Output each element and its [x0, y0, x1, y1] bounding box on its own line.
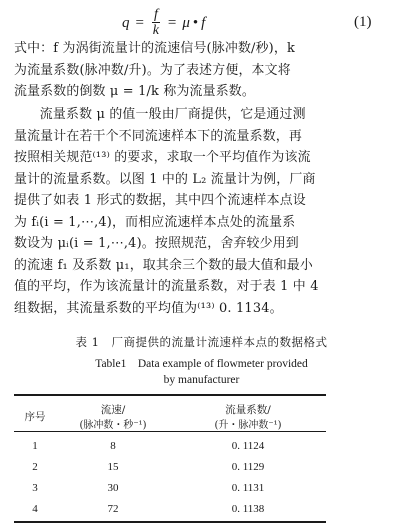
eq-fraction: [152, 8, 160, 38]
table-bottom-rule: [14, 521, 326, 523]
text-line: 按照相关规范⁽¹³⁾ 的要求，求取一个平均值作为该流: [14, 150, 311, 165]
table-cell-index: 3: [32, 482, 38, 494]
eq-equals-1: =: [135, 14, 144, 31]
table-caption-en-line1: Table1 Data example of flowmeter provided: [95, 358, 308, 370]
table-header-coefficient-unit: (升・脉冲数⁻¹): [214, 420, 282, 431]
text-line: 量计的流量系数。以图 1 中的 L₂ 流量计为例，厂商: [14, 171, 316, 187]
text-line: 数设为 μᵢ(i = 1,⋯,4)。按照规范，舍弃较少用到: [14, 236, 299, 251]
paragraph-definition: [14, 38, 392, 103]
table-cell-index: 1: [32, 440, 38, 452]
table-cell-flow-rate: 15: [107, 461, 119, 473]
text-line: 为流量系数(脉冲数/升)。为了表述方便，本文将: [14, 62, 291, 78]
text-line: 的流速 f₁ 及系数 μ₁，取其余三个数的最大值和最小: [14, 257, 313, 273]
table-header-index: 序号: [24, 411, 46, 423]
eq-fraction-numerator: f: [153, 7, 158, 22]
text-line: 式中：f 为涡街流量计的流速信号(脉冲数/秒)，k: [14, 41, 296, 56]
table-header-flow-rate-unit: (脉冲数・秒⁻¹): [79, 420, 147, 431]
equation-number: (1): [354, 14, 372, 30]
table-cell-coefficient: 0. 1138: [231, 503, 265, 515]
table-caption-cn: 表 1 厂商提供的流量计流速样本点的数据格式: [75, 335, 328, 349]
text-line: 为 fᵢ(i = 1,⋯,4)，而相应流速样本点处的流量系: [14, 214, 296, 230]
eq-fraction-denominator: k: [152, 23, 160, 38]
text-line: 值的平均，作为该流量计的流量系数，对于表 1 中 4: [14, 279, 319, 294]
table-cell-flow-rate: 8: [110, 440, 116, 452]
eq-equals-2: =: [167, 14, 177, 31]
equation-body: [122, 8, 205, 38]
paragraph-flow-coefficient: [14, 104, 392, 319]
text-line: 量流量计在若干个不同流速样本下的流量系数，再: [14, 128, 302, 144]
eq-lhs-q: q: [122, 14, 130, 31]
table-top-rule: [14, 394, 326, 396]
text-line: 流量系数的倒数 μ = 1/k 称为流量系数。: [14, 84, 255, 99]
table-cell-index: 2: [32, 461, 38, 473]
table-header-flow-rate: 流速/: [100, 404, 126, 416]
text-line: 提供了如表 1 形式的数据，其中四个流速样本点设: [14, 193, 306, 208]
table-cell-coefficient: 0. 1124: [231, 440, 265, 452]
table-header-coefficient: 流量系数/: [225, 404, 271, 416]
eq-dot: •: [192, 14, 199, 31]
text-line: 流量系数 μ 的值一般由厂商提供，它是通过测: [39, 107, 306, 122]
table-caption-en-line2: by manufacturer: [163, 374, 240, 386]
table-cell-coefficient: 0. 1129: [231, 461, 265, 473]
table-cell-index: 4: [32, 503, 38, 515]
eq-f: f: [201, 14, 206, 31]
table-cell-flow-rate: 30: [107, 482, 119, 494]
table-header-rule: [14, 431, 326, 432]
equation-1: [0, 0, 403, 40]
eq-mu: μ: [182, 14, 190, 31]
table-cell-coefficient: 0. 1131: [231, 482, 265, 494]
text-line: 组数据，其流量系数的平均值为⁽¹³⁾ 0. 1134。: [14, 300, 283, 316]
table-cell-flow-rate: 72: [107, 503, 119, 515]
